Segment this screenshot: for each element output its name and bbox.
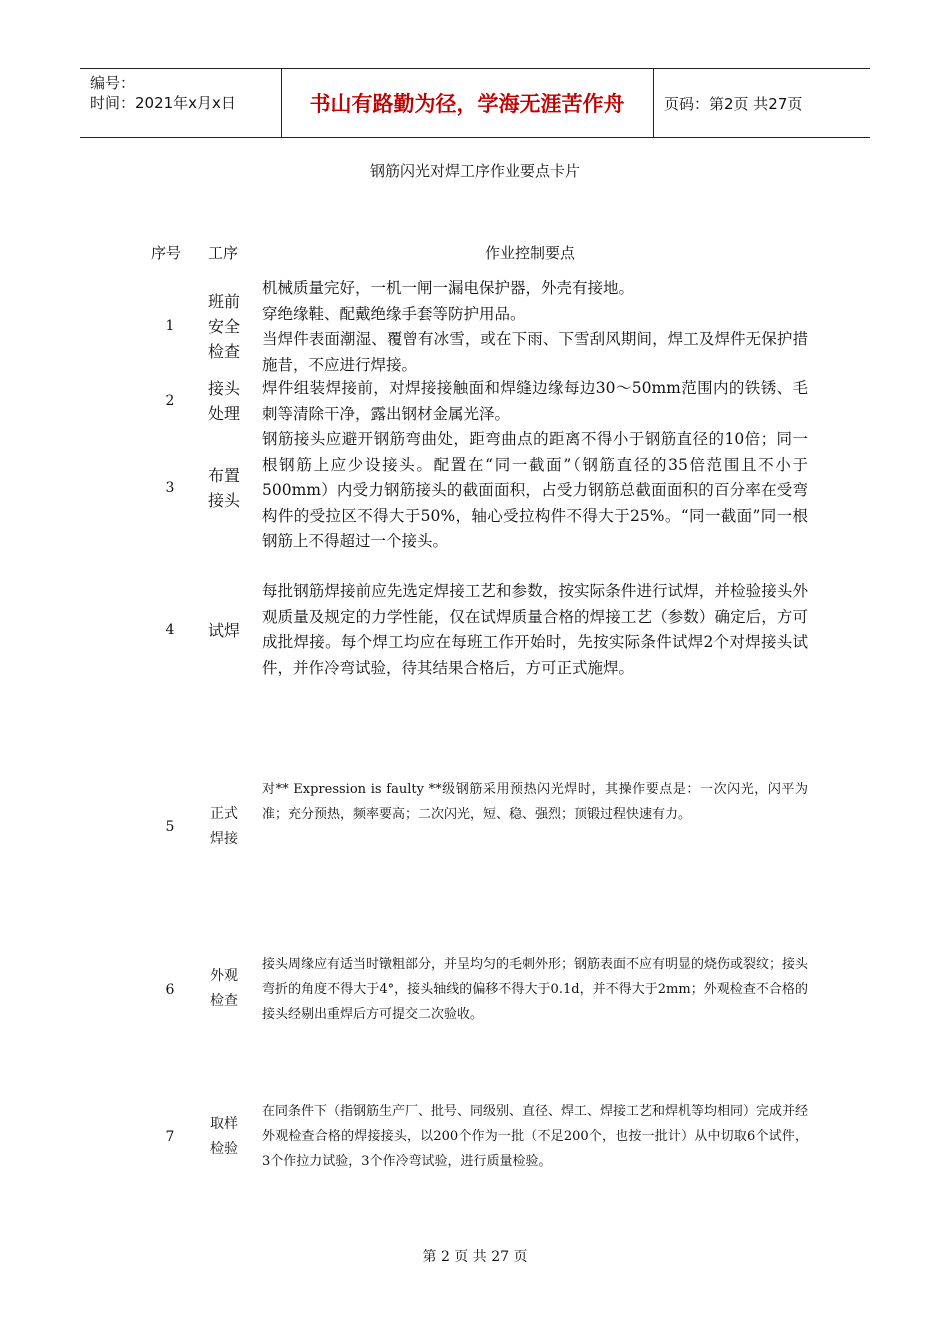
document-title: 钢筋闪光对焊工序作业要点卡片 (369, 162, 580, 180)
row-number: 4 (165, 622, 175, 638)
row-content: 接头周缘应有适当时镦粗部分，并呈均匀的毛刺外形；钢筋表面不应有明显的烧伤或裂纹；接头弯折的角度不得大于4°，接头轴线的偏移不得大于0.1d，并不得大于2mm；外观检查不合格的接头经剔出重焊后方可提交二次验收。 (262, 957, 809, 1022)
row-content: 在同条件下（指钢筋生产厂、批号、同级别、直径、焊工、焊接工艺和焊机等均相同）完成并经外观检查合格的焊接接头，以200个作为一批（不足200个，也按一批计）从中切取6个试件，3个作拉力试验，3个作冷弯试验，进行质量检验。 (262, 1104, 809, 1169)
row-content: 机械质量完好，一机一闸一漏电保护器，外壳有接地。 穿绝缘鞋、配戴绝缘手套等防护用品。 当焊件表面潮湿、覆曾有冰雪，或在下雨、下雪刮风期间，焊工及焊件无保护措施昔，不应进行焊接。 (262, 279, 808, 374)
column-header-process: 工序 (208, 244, 239, 262)
process-line: 班前 安全 检查 (207, 292, 240, 361)
column-header-seq: 序号 (151, 244, 182, 262)
page-footer: 第 2 页 共 27 页 (422, 1249, 528, 1265)
time-label: 时间：2021年x月x日 (90, 94, 236, 112)
row-number: 7 (165, 1129, 175, 1145)
row-content: 钢筋接头应避开钢筋弯曲处，距弯曲点的距离不得小于钢筋直径的10倍；同一根钢筋上应少设接头。配置在“同一截面”（钢筋直径的35倍范围且不小于500mm）内受力钢筋接头的截面面积，占受力钢筋总截面面积的百分率在受弯构件的受拉区不得大于50%，轴心受拉构件不得大于25%。“同一截面”同一根钢筋上不得超过一个接头。 (262, 430, 808, 550)
row-content: 焊件组装焊接前，对焊接接触面和焊缝边缘每边30～50mm范围内的铁锈、毛刺等清除干净，露出钢材金属光泽。 (262, 379, 808, 423)
header-page-info: 页码：第2页 共27页 (664, 94, 803, 113)
column-header-points: 作业控制要点 (485, 244, 576, 262)
row-process: 试焊 (207, 621, 240, 640)
number-label: 编号： (90, 74, 136, 92)
row-process: 接头 处理 (207, 379, 240, 423)
row-content: 每批钢筋焊接前应先选定焊接工艺和参数，按实际条件进行试焊，并检验接头外观质量及规定的力学性能，仅在试焊质量合格的焊接工艺（参数）确定后，方可成批焊接。每个焊工均应在每班工作开始时，先按实际条件试焊2个对焊接头试件，并作冷弯试验，待其结果合格后，方可正式施焊。 (262, 582, 808, 677)
row-number: 5 (165, 819, 175, 835)
row-number: 1 (165, 318, 175, 334)
row-number: 2 (165, 393, 175, 409)
header-motto: 书山有路勤为径，学海无涯苦作舟 (309, 92, 625, 116)
row-content: 对** Expression is faulty **级钢筋采用预热闪光焊时，其操作要点是：一次闪光，闪平为准；充分预热，频率要高；二次闪光，短、稳、强烈；顶锻过程快速有力。 (262, 782, 808, 822)
row-process (200, 289, 248, 364)
header-divider (653, 69, 654, 137)
header-meta (90, 73, 236, 113)
row-process: 布置 接头 (207, 466, 240, 510)
row-number: 6 (165, 982, 175, 998)
row-process: 取样 检验 (210, 1116, 238, 1157)
row-number: 3 (165, 480, 175, 496)
row-process: 正式 焊接 (210, 806, 238, 847)
page-header (80, 68, 870, 138)
row-process: 外观 检查 (210, 968, 238, 1009)
